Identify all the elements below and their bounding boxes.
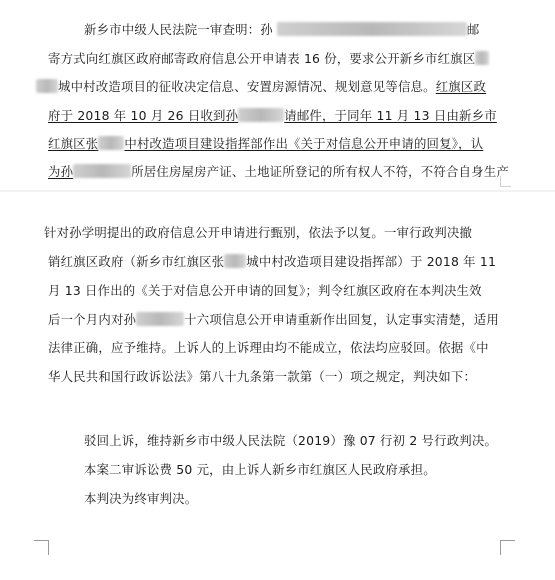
text-line [48,310,499,328]
redaction-blur [475,51,489,65]
text-span: 邮 [466,22,480,37]
text-line: 法律正确，应予维持。上诉人的上诉理由均不能成立，依法均应驳回。依据《中 [48,340,489,355]
redaction-blur [136,312,184,326]
verdict-line: 本判决为终审判决。 [84,491,198,506]
text-line [48,162,509,180]
text-span: 销红旗区政府（新乡市红旗区张 [48,254,225,269]
redaction-blur [73,164,131,178]
text-span: 请邮件，于同年 11 月 13 日由新乡市 [284,108,497,123]
page-corner-mark [34,540,49,555]
upper-page [0,0,555,190]
text-span: 十六项信息公开申请重新作出回复，认定事实清楚，适用 [184,312,499,327]
text-span: 城中村改造项目的征收决定信息、安置房源情况、规划意见等信息。 [58,79,436,94]
page-corner-mark [500,540,515,555]
text-span: 中村改造项目建设指挥部作出《关于对信息公开申请的回复》，认 [124,136,484,151]
page-corner-mark [500,176,511,187]
underlined-text: 为孙 [48,164,74,179]
text-line [36,77,486,95]
text-span: 新乡市中级人民法院一审查明：孙 [84,22,273,37]
text-line: 华人民共和国行政诉讼法》第八十九条第一款第（一）项之规定，判决如下： [48,369,477,384]
redaction-blur [277,22,467,36]
text-span: 城中村改造项目建设指挥部）于 2018 年 11 [246,254,497,269]
text-line [48,252,496,270]
text-line [48,134,483,152]
underlined-text: 红旗区政 [435,79,487,94]
text-span: 所居住房屋房产证、土地证所登记的所有权人不符，不符合自身生产 [131,164,509,179]
text-line [48,49,489,67]
text-span: 府于 2018 年 10 月 26 日收到孙 [48,108,239,123]
lower-page [0,192,555,580]
text-line: 月 13 日作出的《关于对信息公开申请的回复》；判令红旗区政府在本判决生效 [48,283,482,298]
redaction-blur [36,79,58,93]
redaction-blur [224,254,246,268]
text-line: 针对孙学明提出的政府信息公开申请进行甄别，依法予以复。一审行政判决撤 [44,225,473,240]
redaction-blur [238,108,284,122]
text-span: 后一个月内对孙 [48,312,137,327]
verdict-line: 驳回上诉，维持新乡市中级人民法院（2019）豫 07 行初 2 号行政判决。 [84,433,498,448]
text-span: 红旗区张 [48,136,99,151]
text-span: 寄方式向红旗区政府邮寄政府信息公开申请表 16 份，要求公开新乡市红旗区 [48,51,476,66]
text-line [48,106,497,124]
redaction-blur [98,136,124,150]
text-line [84,20,479,38]
verdict-line: 本案二审诉讼费 50 元，由上诉人新乡市红旗区人民政府承担。 [84,462,436,477]
